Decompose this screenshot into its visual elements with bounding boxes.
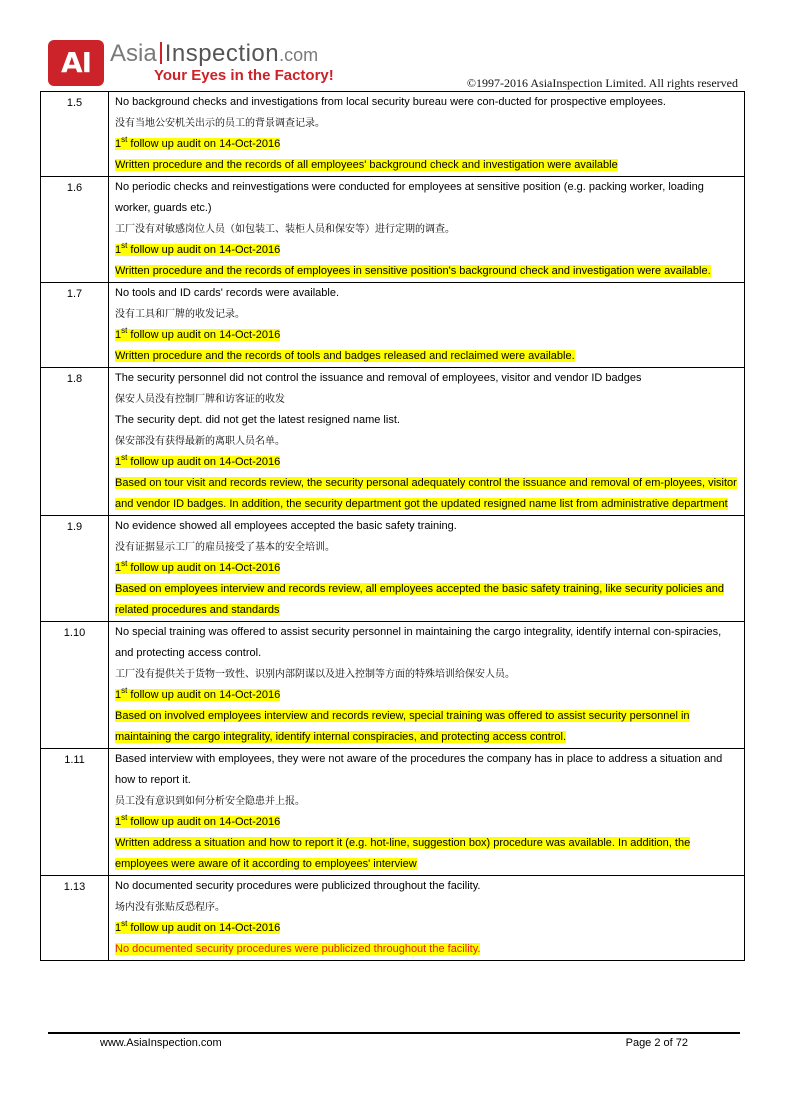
follow-up-text: follow up audit on 14-Oct-2016	[130, 922, 281, 934]
follow-up-line: 1st follow up audit on 14-Oct-2016	[115, 326, 281, 341]
table-row	[41, 876, 745, 961]
item-details	[109, 177, 745, 283]
follow-up-line: 1st follow up audit on 14-Oct-2016	[115, 135, 281, 150]
finding-cn: 工厂没有对敏感岗位人员（如包装工、装柜人员和保安等）进行定期的调查。	[115, 224, 455, 235]
follow-up-text: follow up audit on 14-Oct-2016	[130, 138, 281, 150]
item-number: 1.5	[41, 92, 109, 177]
item-number: 1.7	[41, 283, 109, 368]
finding-cn: 场内没有张贴反恐程序。	[115, 902, 225, 913]
follow-up-line: 1st follow up audit on 14-Oct-2016	[115, 919, 281, 934]
follow-up-result: Written procedure and the records of all employees' background check and investigation were available	[115, 159, 618, 171]
follow-up-result: No documented security procedures were publicized throughout the facility.	[115, 943, 481, 955]
follow-up-result: Written procedure and the records of employees in sensitive position's background check and investigation were available.	[115, 265, 711, 277]
follow-up-line: 1st follow up audit on 14-Oct-2016	[115, 813, 281, 828]
item-number: 1.11	[41, 749, 109, 876]
audit-findings-table	[40, 91, 745, 961]
follow-up-result: Based on involved employees interview and records review, special training was offered to assist security personnel in maintaining the cargo integrality, identify internal conspiracies, and protecting access control.	[115, 710, 690, 743]
footer-website: www.AsiaInspection.com	[100, 1037, 222, 1049]
finding-en: No tools and ID cards' records were available.	[115, 287, 340, 299]
finding-en-secondary: The security dept. did not get the latest resigned name list.	[115, 414, 400, 426]
logo-dotcom: .com	[279, 45, 319, 65]
table-row	[41, 177, 745, 283]
table-row	[41, 516, 745, 622]
copyright-notice: ©1997-2016 AsiaInspection Limited. All rights reserved	[466, 76, 738, 90]
item-details	[109, 622, 745, 749]
item-details	[109, 283, 745, 368]
finding-en: Based interview with employees, they were not aware of the procedures the company has in place to address a situation and how to report it.	[115, 753, 723, 786]
item-number: 1.6	[41, 177, 109, 283]
finding-en: No special training was offered to assist security personnel in maintaining the cargo integrality, identify internal con-spiracies, and protecting access control.	[115, 626, 722, 659]
item-number: 1.10	[41, 622, 109, 749]
item-details	[109, 516, 745, 622]
follow-up-text: follow up audit on 14-Oct-2016	[130, 689, 281, 701]
follow-up-line: 1st follow up audit on 14-Oct-2016	[115, 686, 281, 701]
item-details	[109, 368, 745, 516]
follow-up-text: follow up audit on 14-Oct-2016	[130, 562, 281, 574]
page-number: Page 2 of 72	[625, 1037, 688, 1049]
logo-inspection: Inspection	[164, 40, 280, 67]
logo-asia: Asia	[110, 40, 157, 67]
item-details	[109, 876, 745, 961]
finding-cn: 工厂没有提供关于货物一致性、识别内部阴谋以及进入控制等方面的特殊培训给保安人员。	[115, 669, 515, 680]
finding-cn: 没有工具和厂牌的收发记录。	[115, 309, 245, 320]
finding-cn: 员工没有意识到如何分析安全隐患并上报。	[115, 796, 305, 807]
finding-en: No evidence showed all employees accepted the basic safety training.	[115, 520, 457, 532]
follow-up-text: follow up audit on 14-Oct-2016	[130, 816, 281, 828]
finding-en: The security personnel did not control the issuance and removal of employees, visitor and vendor ID badges	[115, 372, 642, 384]
finding-en: No background checks and investigations from local security bureau were con-ducted for prospective employees.	[115, 96, 666, 108]
follow-up-text: follow up audit on 14-Oct-2016	[130, 329, 281, 341]
follow-up-line: 1st follow up audit on 14-Oct-2016	[115, 559, 281, 574]
finding-cn-secondary: 保安部没有获得最新的离职人员名单。	[115, 436, 285, 447]
item-number: 1.13	[41, 876, 109, 961]
follow-up-result: Written procedure and the records of tools and badges released and reclaimed were available.	[115, 350, 575, 362]
footer-divider	[48, 1032, 740, 1034]
follow-up-result: Written address a situation and how to report it (e.g. hot-line, suggestion box) procedure was available. In addition, the employees were aware of it according to employees' interview	[115, 837, 691, 870]
follow-up-line: 1st follow up audit on 14-Oct-2016	[115, 241, 281, 256]
logo-separator	[160, 42, 162, 64]
table-row	[41, 283, 745, 368]
item-number: 1.9	[41, 516, 109, 622]
asiainspection-logo-icon: AI	[48, 40, 104, 86]
follow-up-line: 1st follow up audit on 14-Oct-2016	[115, 453, 281, 468]
finding-en: No documented security procedures were publicized throughout the facility.	[115, 880, 481, 892]
table-row	[41, 368, 745, 516]
brand-wordmark	[110, 40, 334, 84]
table-row	[41, 749, 745, 876]
finding-cn: 没有证据显示工厂的雇员接受了基本的安全培训。	[115, 542, 335, 553]
tagline: Your Eyes in the Factory!	[154, 67, 334, 84]
follow-up-result: Based on tour visit and records review, the security personal adequately control the issuance and removal of em-ployees, visitor and vendor ID badges. In addition, the security department got the updated resigned name list from administrative department	[115, 477, 737, 510]
table-row	[41, 622, 745, 749]
follow-up-text: follow up audit on 14-Oct-2016	[130, 244, 281, 256]
item-details	[109, 749, 745, 876]
item-details	[109, 92, 745, 177]
finding-en: No periodic checks and reinvestigations were conducted for employees at sensitive position (e.g. packing worker, loading worker, guards etc.)	[115, 181, 704, 214]
item-number: 1.8	[41, 368, 109, 516]
follow-up-text: follow up audit on 14-Oct-2016	[130, 456, 281, 468]
page-header	[48, 40, 738, 92]
table-row	[41, 92, 745, 177]
follow-up-result: Based on employees interview and records review, all employees accepted the basic safety training, like security policies and related procedures and standards	[115, 583, 724, 616]
finding-cn: 保安人员没有控制厂牌和访客证的收发	[115, 394, 285, 405]
finding-cn: 没有当地公安机关出示的员工的背景调查记录。	[115, 118, 325, 129]
